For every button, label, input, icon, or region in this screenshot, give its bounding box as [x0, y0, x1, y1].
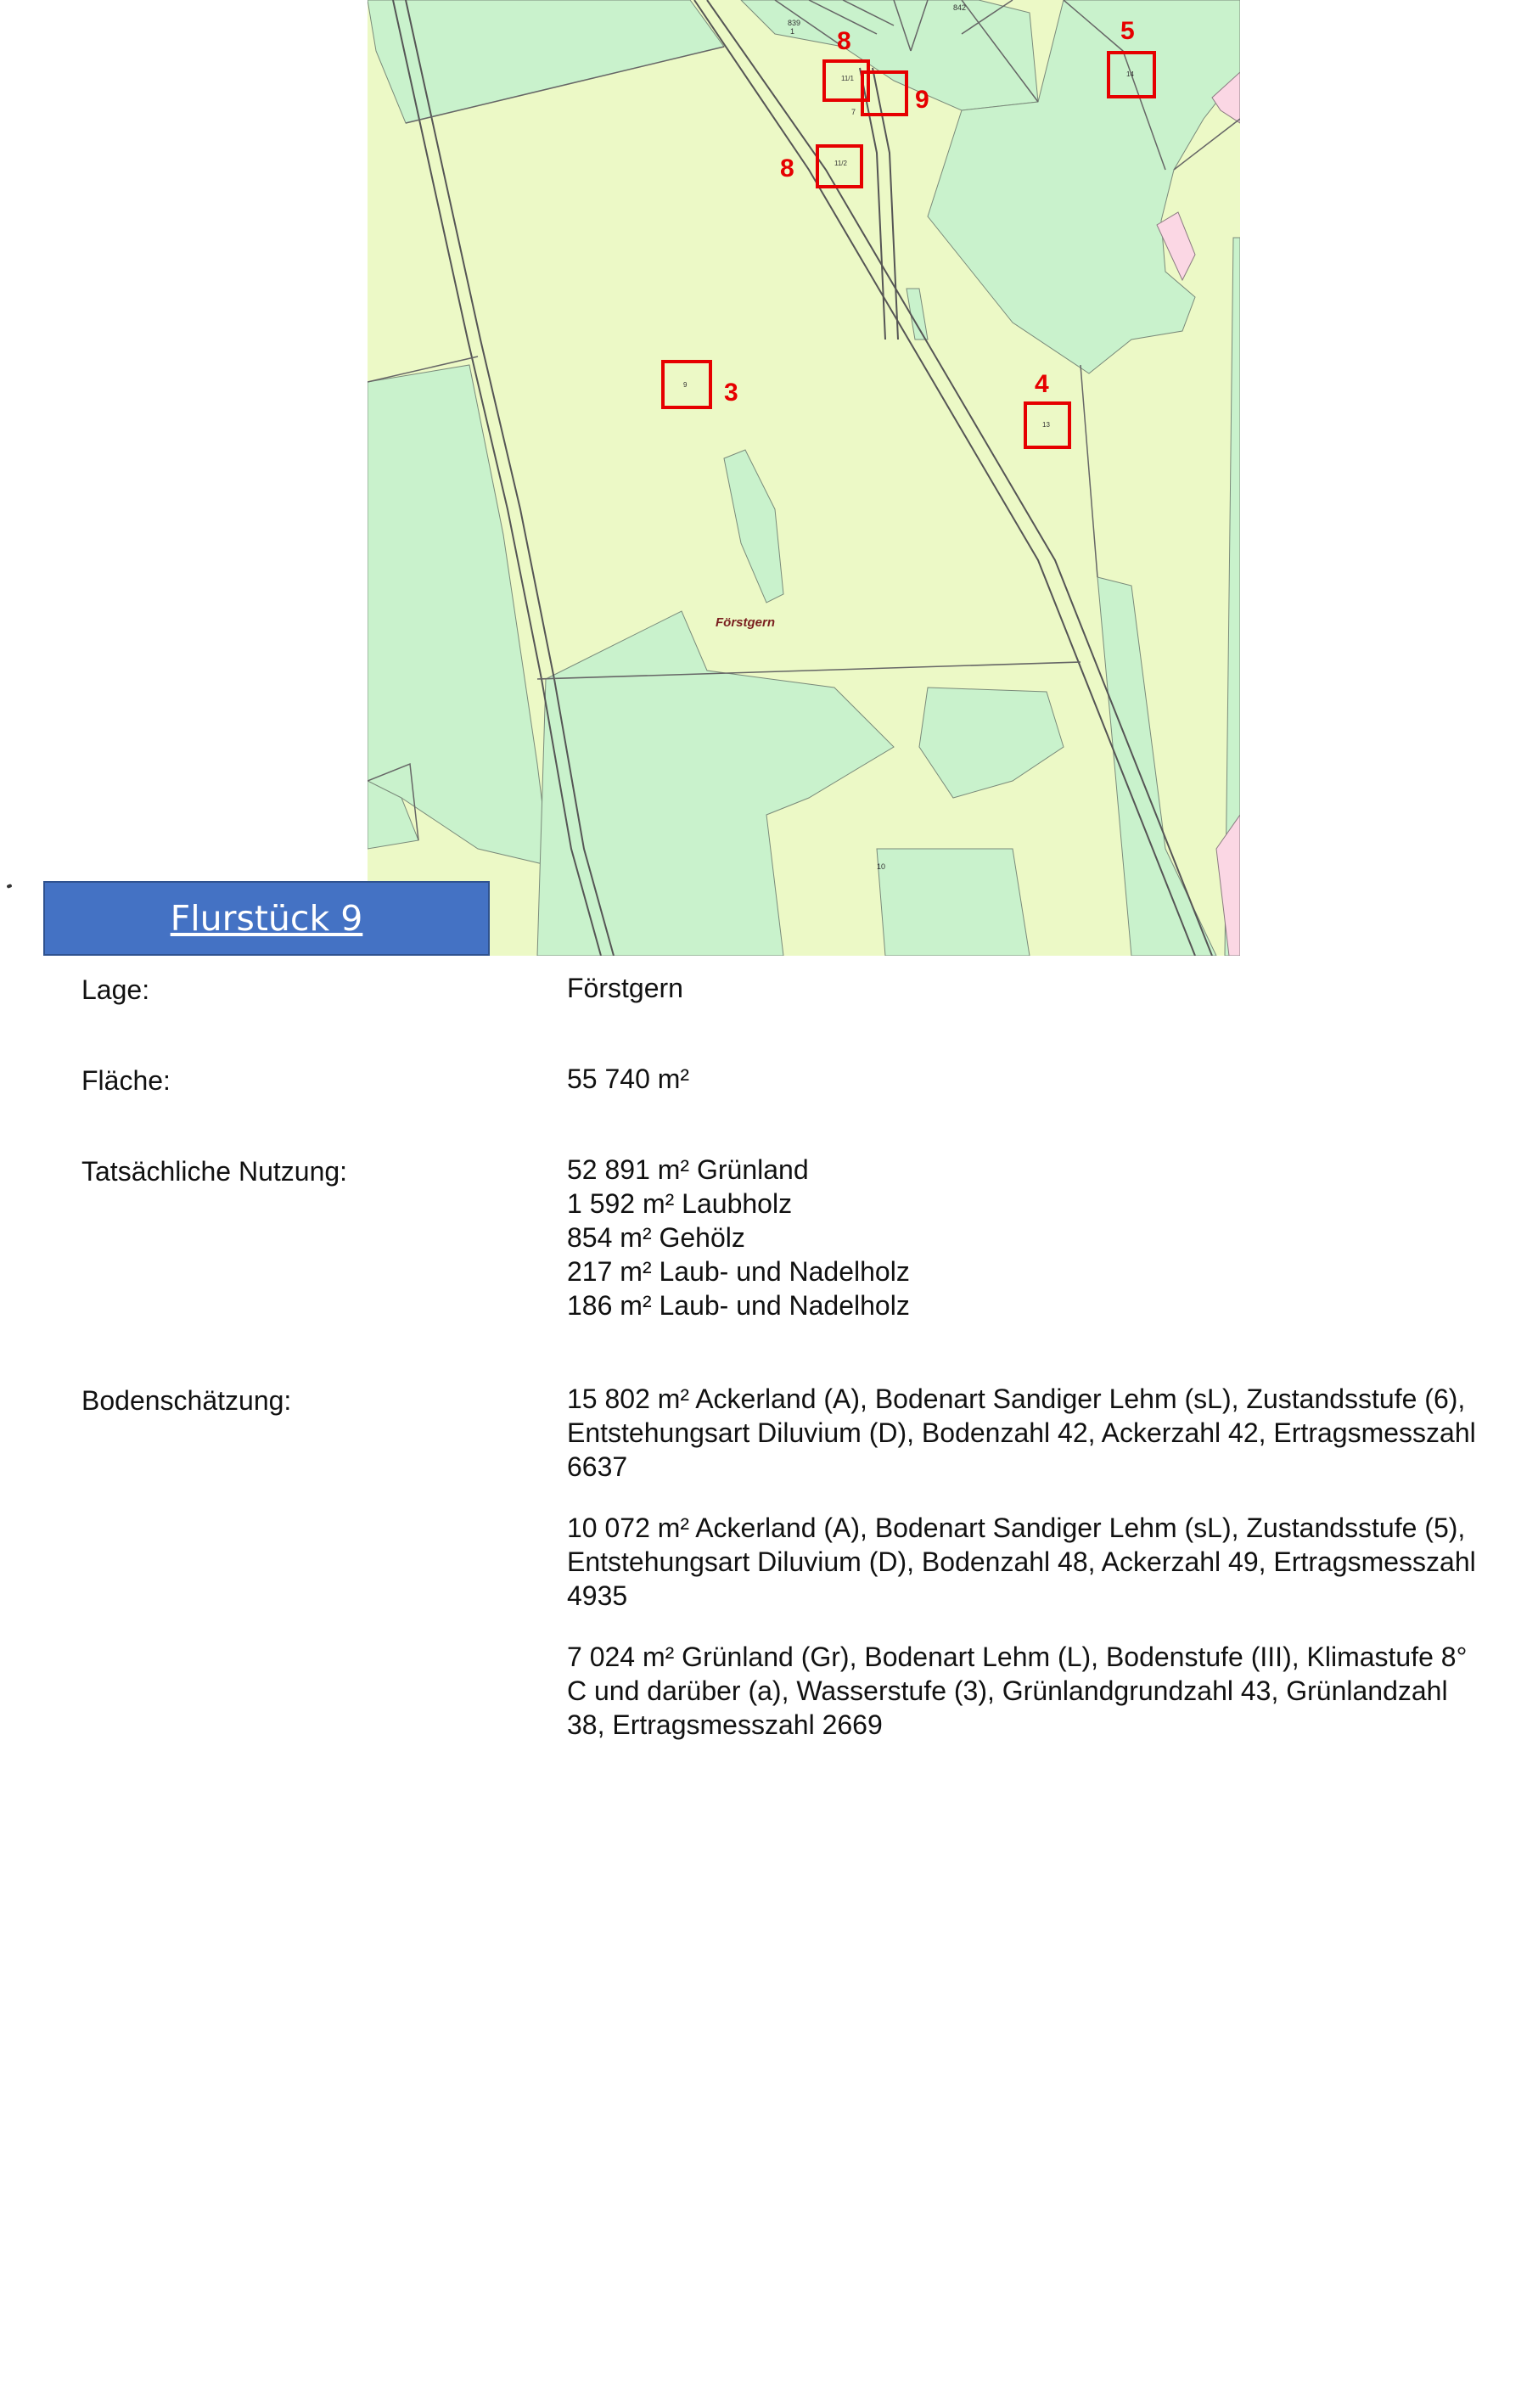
stray-mark [6, 884, 12, 889]
entry-line: Entstehungsart Diluvium (D), Bodenzahl 48, Ackerzahl 49, Ertragsmesszahl [567, 1546, 1476, 1577]
marker-parcel-8a: 11/1 [841, 75, 854, 82]
marker-parcel-4: 13 [1042, 421, 1050, 429]
bodenschaetzung-entry [567, 1511, 1530, 1613]
marker-label-8a: 8 [837, 27, 851, 55]
nutzung-list [567, 1153, 1530, 1322]
marker-parcel-3: 9 [683, 381, 688, 389]
parcel-title-box [43, 881, 490, 956]
entry-line: 7 024 m² Grünland (Gr), Bodenart Lehm (L), Bodenstufe (III), Klimastufe 8° [567, 1642, 1468, 1672]
entry-line: 10 072 m² Ackerland (A), Bodenart Sandiger Lehm (sL), Zustandsstufe (5), [567, 1513, 1466, 1543]
map-place-label: Förstgern [716, 615, 776, 630]
bodenschaetzung-label: Bodenschätzung: [81, 1385, 292, 1416]
marker-label-4: 4 [1035, 370, 1049, 398]
entry-line: Entstehungsart Diluvium (D), Bodenzahl 42, Ackerzahl 42, Ertragsmesszahl [567, 1417, 1476, 1448]
nutzung-label: Tatsächliche Nutzung: [81, 1156, 348, 1187]
marker-parcel-8b: 11/2 [834, 160, 847, 167]
flaeche-label: Fläche: [81, 1065, 171, 1096]
lage-value: Förstgern [567, 973, 683, 1003]
cadastral-map [368, 0, 1240, 956]
nutzung-item: 217 m² Laub- und Nadelholz [567, 1256, 910, 1287]
entry-line: 6637 [567, 1451, 628, 1482]
nutzung-item: 52 891 m² Grünland [567, 1154, 809, 1185]
bodenschaetzung-list [567, 1382, 1530, 1769]
flaeche-value: 55 740 m² [567, 1064, 690, 1094]
nutzung-item: 186 m² Laub- und Nadelholz [567, 1290, 910, 1321]
entry-line: C und darüber (a), Wasserstufe (3), Grünlandgrundzahl 43, Grünlandzahl [567, 1675, 1448, 1706]
nutzung-item: 854 m² Gehölz [567, 1222, 745, 1253]
marker-label-3: 3 [724, 379, 738, 407]
marker-label-5: 5 [1120, 17, 1135, 45]
marker-label-8b: 8 [780, 154, 794, 182]
bodenschaetzung-entry [567, 1382, 1530, 1484]
parcel-title[interactable]: Flurstück 9 [170, 898, 363, 939]
parcel-number: 839 [788, 19, 801, 27]
lage-label: Lage: [81, 974, 150, 1005]
nutzung-item: 1 592 m² Laubholz [567, 1188, 793, 1219]
entry-line: 15 802 m² Ackerland (A), Bodenart Sandiger Lehm (sL), Zustandsstufe (6), [567, 1384, 1466, 1414]
marker-parcel-5: 14 [1126, 70, 1134, 78]
parcel-number: 10 [877, 862, 886, 871]
parcel-number: 1 [790, 27, 795, 36]
entry-line: 38, Ertragsmesszahl 2669 [567, 1709, 883, 1740]
bodenschaetzung-entry [567, 1640, 1530, 1742]
marker-label-9: 9 [915, 86, 929, 114]
parcel-number: 842 [953, 3, 967, 12]
parcel-number: 7 [851, 108, 856, 116]
entry-line: 4935 [567, 1580, 628, 1611]
